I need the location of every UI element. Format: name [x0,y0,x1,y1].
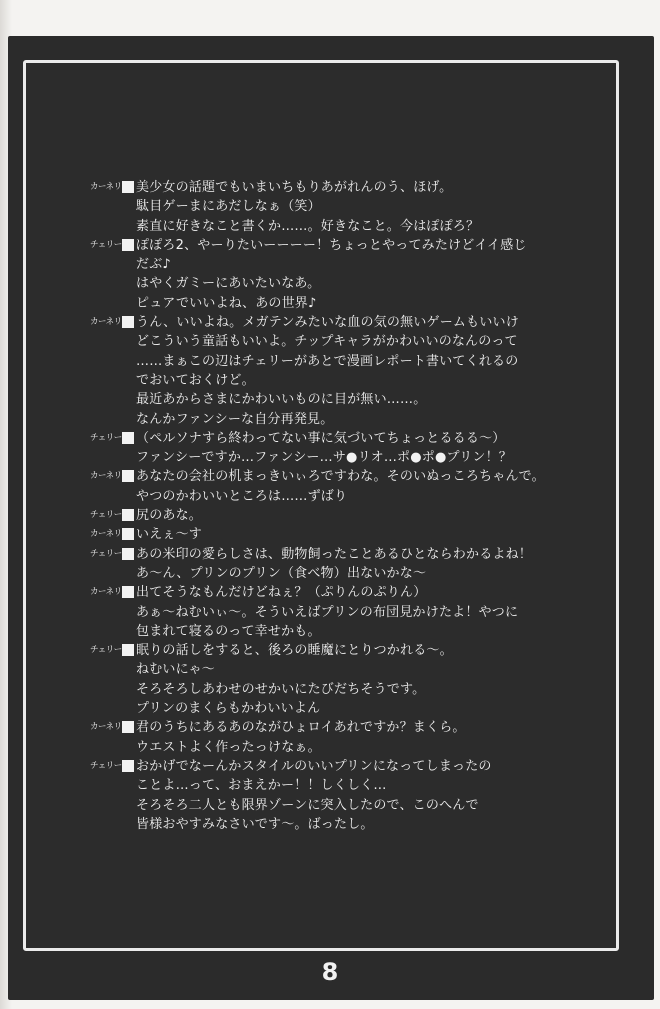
dialogue-text: 眠りの話しをすると、後ろの睡魔にとりつかれる～。 [136,643,453,659]
square-bullet-icon [122,181,134,193]
line-indent [90,660,136,679]
dialogue-line [90,352,560,371]
dialogue-line [90,796,560,815]
dialogue-line [90,313,560,332]
dialogue-text: 素直に好きなこと書くか……。好きなこと。今はぽぽろ？ [136,218,480,234]
dialogue-text: あなたの会社の机まっきいぃろですわな。そのいぬっころちゃんで。 [136,469,545,485]
dialogue-line [90,294,560,313]
square-bullet-icon [122,509,134,521]
dialogue-text: あ～ん、プリンのプリン（食べ物）出ないかな～ [136,565,427,581]
dialogue-text: （ペルソナすら終わってない事に気づいてちょっとるるる～） [136,430,506,446]
dialogue-text: 包まれて寝るのって幸せかも。 [136,623,321,639]
dialogue-text: 最近あからさまにかわいいものに目が無い……。 [136,392,427,408]
dialogue-text: はやくガミーにあいたいなあ。 [136,276,321,292]
square-bullet-icon [122,528,134,540]
dialogue-line [90,757,560,776]
square-bullet-icon [122,432,134,444]
dialogue-line [90,660,560,679]
dialogue-text: ウエストよく作ったっけなぁ。 [136,739,321,755]
line-indent [90,487,136,506]
speaker-label: チェリー [90,239,122,250]
dialogue-line [90,410,560,429]
dialogue-text: 尻のあな。 [136,508,203,524]
dialogue-line [90,776,560,795]
dialogue-text: ことよ…って、おまえかー！！しくしく… [136,778,387,794]
line-indent [90,352,136,371]
dialogue-text: 出てそうなもんだけどねぇ？（ぷりんのぷりん） [136,585,427,601]
speaker-label: チェリー [90,760,122,771]
line-indent [90,815,136,834]
dialogue-text: でおいておくけど。 [136,372,255,388]
dialogue-line [90,718,560,737]
dialogue-line [90,545,560,564]
dialogue-text: おかげでなーんかスタイルのいいプリンになってしまったの [136,758,492,774]
dialogue-line [90,525,560,544]
line-indent [90,603,136,622]
dialogue-text: あぁ～ねむいぃ～。そういえばプリンの布団見かけたよ！やつに [136,604,519,620]
dialogue-line [90,467,560,486]
dialogue-text: あの米印の愛らしさは、動物飼ったことあるひとならわかるよね！ [136,546,533,562]
speaker-label: カーネリ [90,317,122,328]
dialogue-line [90,815,560,834]
line-indent [90,699,136,718]
dialogue-text: いえぇ～す [136,527,203,543]
dialogue-text: 君のうちにあるあのながひょロイあれですか？まくら。 [136,720,466,736]
square-bullet-icon [122,721,134,733]
line-indent [90,448,136,467]
speaker-label: カーネリ [90,471,122,482]
line-indent [90,294,136,313]
line-indent [90,390,136,409]
speaker-label: カーネリ [90,722,122,733]
line-indent [90,274,136,293]
speaker-label: カーネリ [90,182,122,192]
dialogue-line [90,332,560,351]
dialogue-line [90,506,560,525]
square-bullet-icon [122,760,134,772]
dialogue-line [90,583,560,602]
dialogue-line [90,197,560,216]
dialogue-line [90,448,560,467]
dialogue-block [90,178,560,834]
speaker-label: チェリー [90,432,122,443]
line-indent [90,680,136,699]
dialogue-text: うん、いいよね。メガテンみたいな血の気の無いゲームもいいけ [136,315,519,331]
dialogue-line [90,564,560,583]
square-bullet-icon [122,548,134,560]
dialogue-line [90,178,560,197]
square-bullet-icon [122,316,134,328]
speaker-label: チェリー [90,645,122,656]
line-indent [90,371,136,390]
dialogue-text: ねむいにゃ～ [136,662,215,678]
line-indent [90,796,136,815]
dialogue-line [90,738,560,757]
line-indent [90,564,136,583]
dialogue-text: 美少女の話題でもいまいちもりあがれんのう、ほげ。 [136,180,453,195]
line-indent [90,332,136,351]
dialogue-text: そろそろしあわせのせかいにたびだちそうです。 [136,681,426,697]
dialogue-line [90,603,560,622]
line-indent [90,622,136,641]
dialogue-line [90,429,560,448]
line-indent [90,197,136,216]
dialogue-text: やつのかわいいところは……ずばり [136,488,348,504]
dialogue-text: なんかファンシーな自分再発見。 [136,411,334,427]
line-indent [90,217,136,236]
dialogue-line [90,274,560,293]
dialogue-text: そろそろ二人とも限界ゾーンに突入したので、このへんで [136,797,479,813]
square-bullet-icon [122,239,134,251]
line-indent [90,738,136,757]
square-bullet-icon [122,470,134,482]
square-bullet-icon [122,586,134,598]
speaker-label: カーネリ [90,587,122,598]
speaker-label: カーネリ [90,529,122,540]
speaker-label: チェリー [90,548,122,559]
line-indent [90,255,136,274]
dialogue-line [90,699,560,718]
dialogue-line [90,217,560,236]
dialogue-line [90,487,560,506]
dialogue-line [90,622,560,641]
dialogue-line [90,371,560,390]
dialogue-text: ……まぁこの辺はチェリーがあとで漫画レポート書いてくれるの [136,353,519,369]
dialogue-text: だぶ♪ [136,257,171,273]
square-bullet-icon [122,644,134,656]
dialogue-line [90,641,560,660]
dialogue-line [90,390,560,409]
dialogue-text: 駄目ゲーまにあだしなぁ（笑） [136,199,321,215]
dialogue-text: プリンのまくらもかわいいよん [136,701,321,717]
dialogue-line [90,236,560,255]
dialogue-text: ファンシーですか…ファンシー…サ●リオ…ポ●ポ●プリン！？ [136,450,513,466]
dialogue-text: 皆様おやすみなさいです～。ばったし。 [136,816,374,832]
speaker-label: チェリー [90,510,122,521]
dialogue-line [90,680,560,699]
dialogue-text: ピュアでいいよね、あの世界♪ [136,295,317,311]
dialogue-text: どこういう童話もいいよ。チップキャラがかわいいのなんのって [136,334,518,350]
dialogue-text: ぽぽろ2、やーりたいーーーー！ちょっとやってみたけどイイ感じ [136,237,527,253]
line-indent [90,410,136,429]
dialogue-line [90,255,560,274]
page-number: 8 [321,958,339,986]
line-indent [90,776,136,795]
